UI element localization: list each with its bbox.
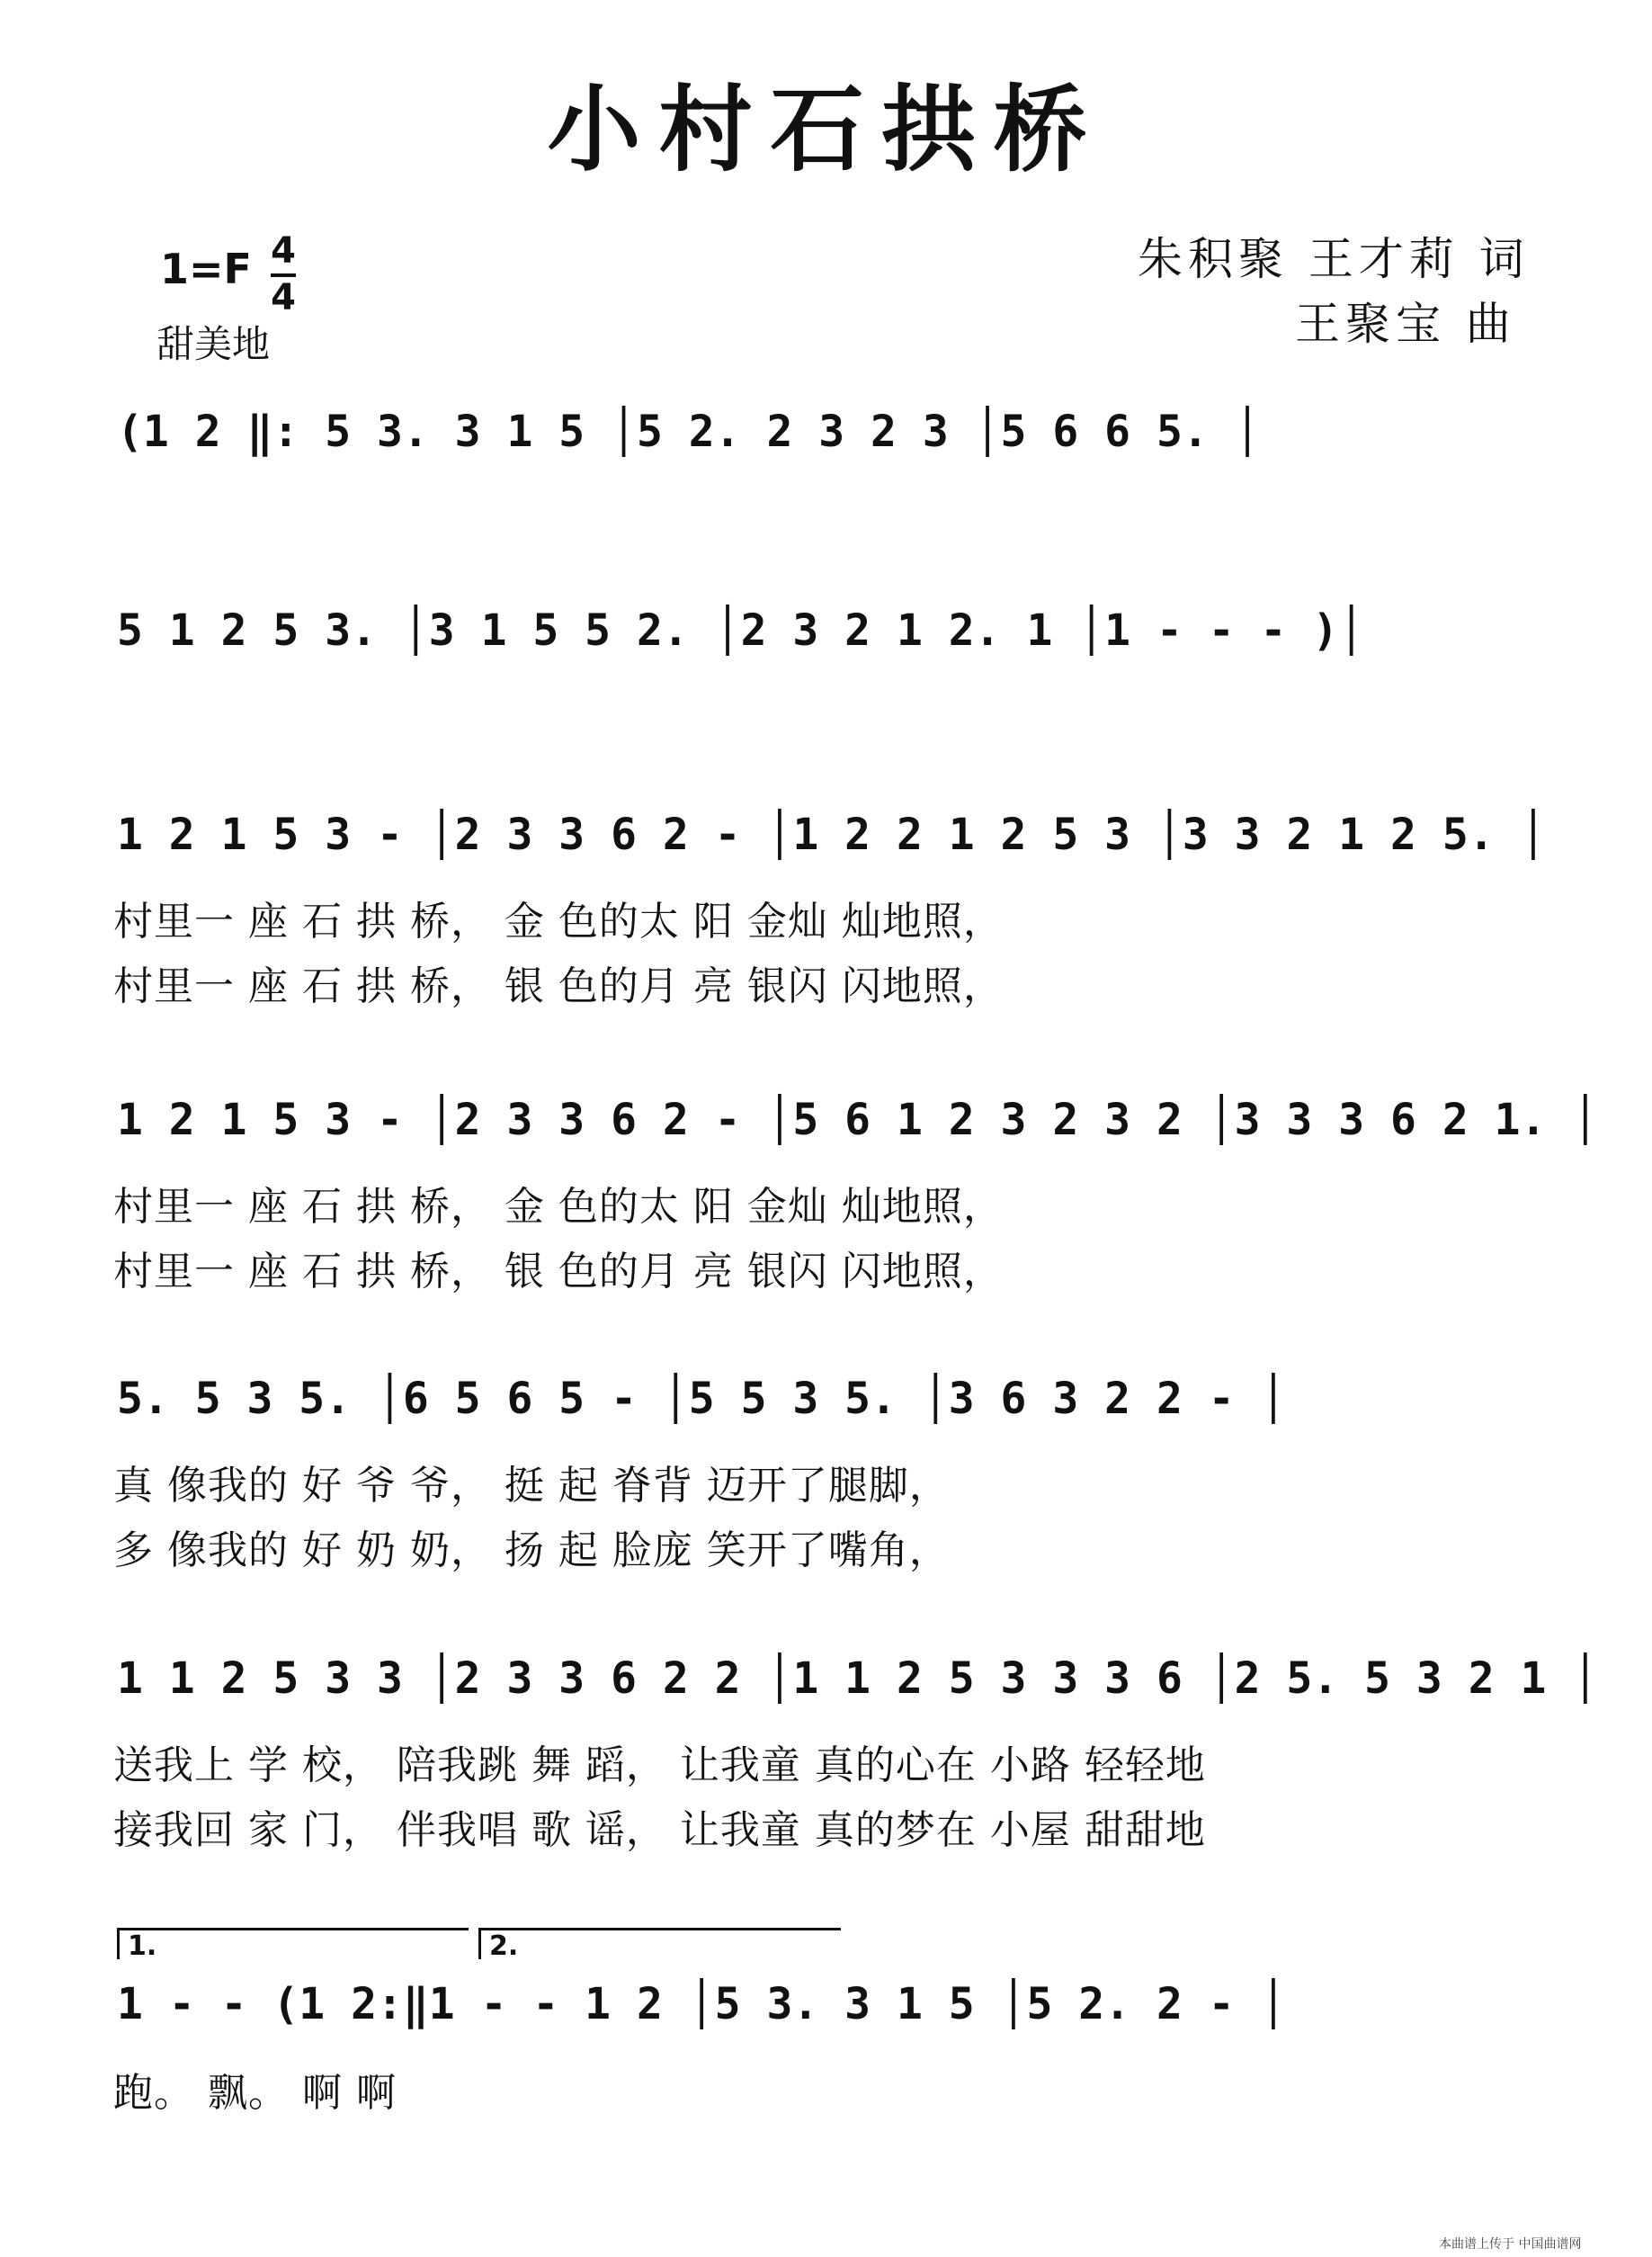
lyric-verse-2: 多 像我的 好 奶 奶， 扬 起 脸庞 笑开了嘴角， <box>113 1527 950 1573</box>
first-ending-label: 1. <box>128 1930 157 1962</box>
lyric-verse-1: 村里一 座 石 拱 桥， 金 色的太 阳 金灿 灿地照， <box>113 899 1004 945</box>
lyric-verse-2: 接我回 家 门， 伴我唱 歌 谣， 让我童 真的梦在 小屋 甜甜地 <box>113 1807 1206 1853</box>
time-signature-numerator: 4 <box>271 230 296 272</box>
lyric-verse-1: 跑。 飘。 啊 啊 <box>113 2070 397 2116</box>
lyricist-credit: 朱积聚 王才莉 词 <box>1138 233 1530 285</box>
notation-line: 5. 5 3 5. │6 5 6 5 - │5 5 3 5. │3 6 3 2 2 - │ <box>117 1374 1287 1424</box>
notation-line: 1 1 2 5 3 3 │2 3 3 6 2 2 │1 1 2 5 3 3 3 6 │2 5. 5 3 2 1 │ <box>117 1653 1599 1704</box>
notation-line: 1 2 1 5 3 - │2 3 3 6 2 - │1 2 2 1 2 5 3 │3 3 2 1 2 5. │ <box>117 810 1547 860</box>
notation-line: 5 1 2 5 3. │3 1 5 5 2. │2 3 2 1 2. 1 │1 - - - )│ <box>117 605 1365 656</box>
tempo-marking: 甜美地 <box>156 322 271 366</box>
second-ending-label: 2. <box>489 1930 519 1962</box>
lyric-verse-1: 真 像我的 好 爷 爷， 挺 起 脊背 迈开了腿脚， <box>113 1463 950 1509</box>
notation-line: 1 - - (1 2:‖1 - - 1 2 │5 3. 3 1 5 │5 2. 2 - │ <box>117 1979 1287 2029</box>
notation-line: (1 2 ‖: 5 3. 3 1 5 │5 2. 2 3 2 3 │5 6 6 5. │ <box>117 407 1261 457</box>
key-signature: 1=F <box>160 245 252 293</box>
first-ending-bracket <box>117 1928 469 1959</box>
composer-credit: 王聚宝 曲 <box>1295 298 1516 350</box>
page-title: 小村石拱桥 <box>547 74 1105 184</box>
time-signature-denominator: 4 <box>271 277 296 318</box>
notation-line: 1 2 1 5 3 - │2 3 3 6 2 - │5 6 1 2 3 2 3 2 │3 3 3 6 2 1. │ <box>117 1095 1599 1145</box>
second-ending-bracket <box>478 1928 841 1959</box>
lyric-verse-2: 村里一 座 石 拱 桥， 银 色的月 亮 银闪 闪地照， <box>113 963 1004 1009</box>
lyric-verse-1: 村里一 座 石 拱 桥， 金 色的太 阳 金灿 灿地照， <box>113 1184 1004 1230</box>
lyric-verse-2: 村里一 座 石 拱 桥， 银 色的月 亮 银闪 闪地照， <box>113 1249 1004 1294</box>
site-watermark: 本曲谱上传于 中国曲谱网 <box>1439 2237 1582 2252</box>
lyric-verse-1: 送我上 学 校， 陪我跳 舞 蹈， 让我童 真的心在 小路 轻轻地 <box>113 1742 1206 1788</box>
